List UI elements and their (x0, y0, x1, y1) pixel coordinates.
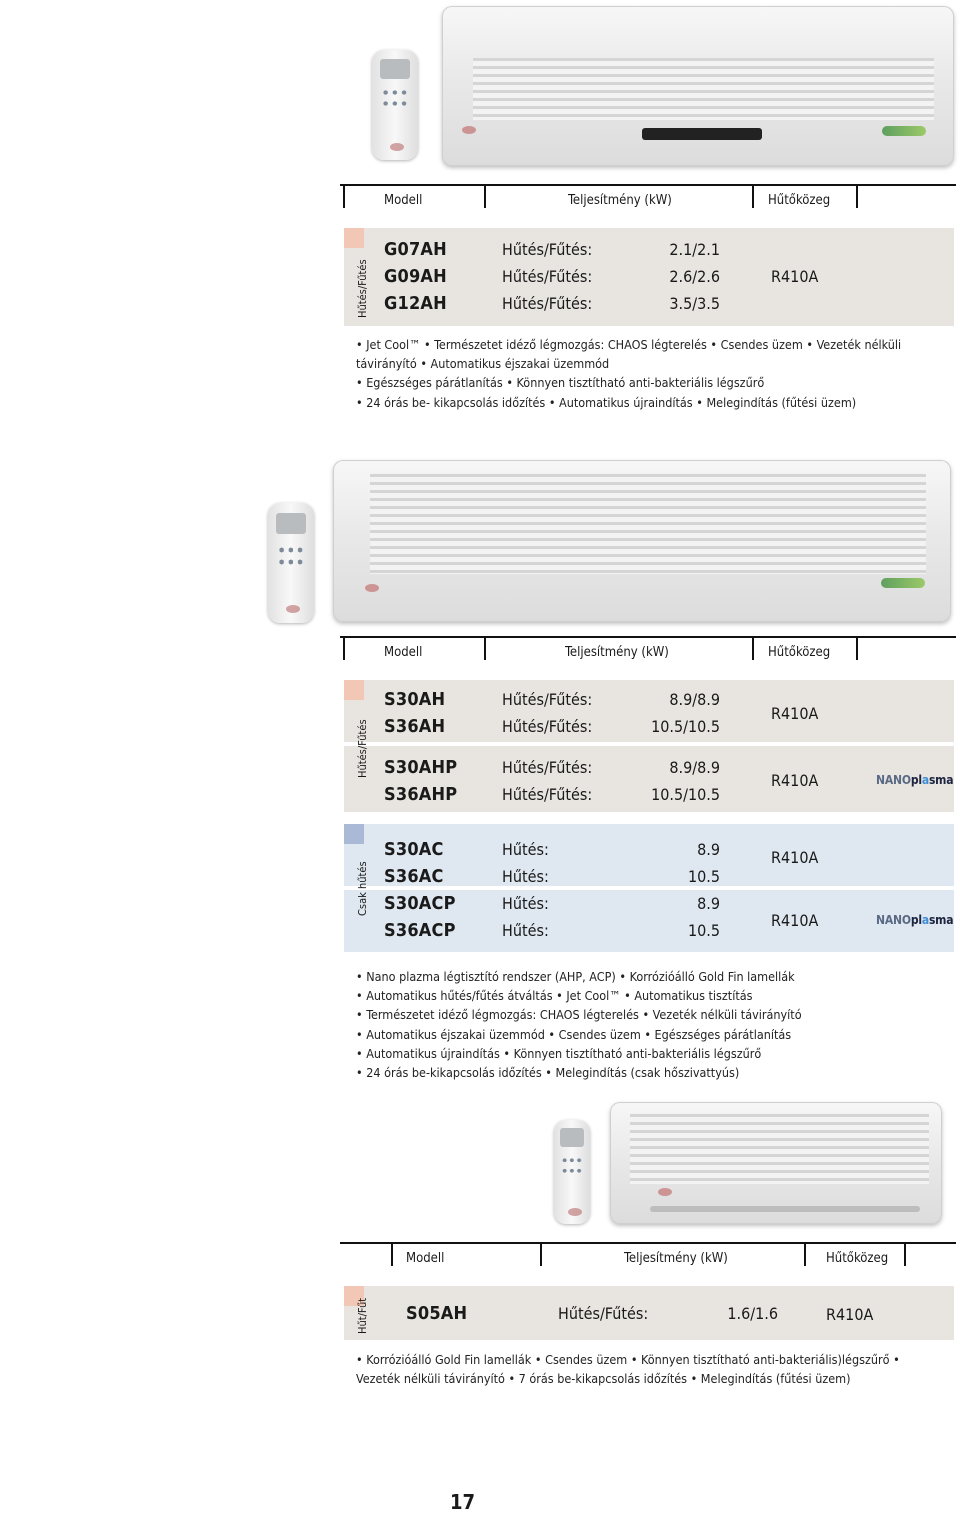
refrigerant-value: R410A (771, 267, 819, 286)
model-name: G07AH (384, 239, 447, 260)
capacity-value: 8.9 (697, 840, 720, 859)
header-divider (856, 636, 858, 660)
header-divider (752, 636, 754, 660)
capacity-value: 2.6/2.6 (669, 267, 720, 286)
feature-line: • 24 órás be-kikapcsolás időzítés • Melegindítás (csak hőszivattyús) (356, 1065, 740, 1080)
capacity-value: 8.9/8.9 (669, 690, 720, 709)
product-badge-icon (882, 126, 926, 136)
feature-line: • Természetet idéző légmozgás: CHAOS légterelés • Vezeték nélküli távirányító (356, 1007, 802, 1022)
nanoplasma-logo (876, 773, 953, 787)
header-model: Modell (406, 1251, 445, 1266)
header-capacity: Teljesítmény (kW) (568, 193, 672, 208)
capacity-value: 2.1/2.1 (669, 240, 720, 259)
indoor-unit-image-1 (442, 6, 954, 166)
header-divider (343, 636, 345, 660)
nanoplasma-logo-a: a (921, 773, 929, 787)
air-outlet (650, 1206, 920, 1212)
capacity-value: 10.5 (687, 867, 720, 886)
feature-line: • 24 órás be- kikapcsolás időzítés • Automatikus újraindítás • Melegindítás (fűtési üzem) (356, 395, 857, 410)
product-badge-icon (881, 578, 925, 588)
capacity-value: 8.9 (697, 894, 720, 913)
brand-logo-icon (286, 605, 300, 613)
header-divider (904, 1242, 906, 1266)
capacity-value: 10.5 (687, 921, 720, 940)
side-label: Hűtés/Fűtés (356, 719, 369, 778)
refrigerant-value: R410A (771, 848, 819, 867)
remote-control-image-1 (372, 50, 418, 160)
feature-line: • Automatikus éjszakai üzemmód • Csendes üzem • Egészséges párátlanítás (356, 1027, 792, 1042)
remote-screen (560, 1128, 583, 1147)
capacity-value: 10.5/10.5 (651, 785, 720, 804)
model-name: S30AC (384, 839, 444, 860)
model-name: S36AH (384, 716, 446, 737)
refrigerant-value: R410A (771, 704, 819, 723)
header-divider (484, 184, 486, 208)
remote-buttons (277, 544, 305, 568)
brand-logo-icon (365, 584, 379, 592)
model-name: S30AH (384, 689, 446, 710)
table-top-rule (340, 1242, 956, 1244)
brand-logo-icon (568, 1208, 582, 1216)
header-capacity: Teljesítmény (kW) (565, 645, 669, 660)
mode-label: Hűtés: (502, 840, 549, 859)
mode-label: Hűtés: (502, 894, 549, 913)
header-model: Modell (384, 645, 423, 660)
side-label-box (344, 824, 369, 952)
model-name: S05AH (406, 1303, 468, 1324)
header-divider (752, 184, 754, 208)
brand-logo-icon (462, 126, 476, 134)
model-name: S30ACP (384, 893, 456, 914)
header-divider (391, 1242, 393, 1266)
table-top-rule (340, 636, 956, 638)
mode-label: Hűtés: (502, 867, 549, 886)
nanoplasma-logo-suffix: sma (928, 773, 954, 787)
mode-label: Hűtés/Fűtés: (558, 1304, 649, 1323)
feature-line: • Korrózióálló Gold Fin lamellák • Csendes üzem • Könnyen tisztítható anti-bakteriális)légszűrő • (356, 1352, 900, 1367)
nanoplasma-logo-pl: pl (910, 913, 922, 927)
remote-buttons (561, 1155, 583, 1176)
nanoplasma-logo-prefix: NANO (876, 913, 911, 927)
refrigerant-value: R410A (771, 771, 819, 790)
heat-marker (344, 680, 364, 700)
mode-label: Hűtés/Fűtés: (502, 267, 593, 286)
mode-label: Hűtés/Fűtés: (502, 785, 593, 804)
capacity-value: 1.6/1.6 (727, 1304, 778, 1323)
feature-line: • Automatikus hűtés/fűtés átváltás • Jet Cool™ • Automatikus tisztítás (356, 988, 753, 1003)
nanoplasma-logo-pl: pl (910, 773, 922, 787)
mode-label: Hűtés: (502, 921, 549, 940)
page-number: 17 (450, 1490, 476, 1514)
nanoplasma-logo-a: a (921, 913, 929, 927)
brand-logo-icon (390, 143, 404, 151)
mode-label: Hűtés/Fűtés: (502, 717, 593, 736)
side-label-box (344, 680, 369, 812)
mode-label: Hűtés/Fűtés: (502, 758, 593, 777)
air-grille (630, 1114, 929, 1184)
capacity-value: 10.5/10.5 (651, 717, 720, 736)
cool-marker (344, 824, 364, 844)
feature-line: • Jet Cool™ • Természetet idéző légmozgás: CHAOS légterelés • Csendes üzem • Vezeték nélküli (356, 337, 902, 352)
header-refrigerant: Hűtőközeg (768, 645, 831, 660)
model-name: G12AH (384, 293, 447, 314)
indoor-unit-image-3 (610, 1102, 942, 1224)
display-panel (642, 128, 762, 140)
header-divider (540, 1242, 542, 1266)
remote-control-image-3 (554, 1120, 590, 1224)
mode-label: Hűtés/Fűtés: (502, 294, 593, 313)
model-name: S36ACP (384, 920, 456, 941)
remote-screen (276, 513, 305, 535)
model-name: S30AHP (384, 757, 458, 778)
model-name: S36AHP (384, 784, 458, 805)
remote-control-image-2 (268, 503, 314, 623)
model-name: G09AH (384, 266, 447, 287)
table-top-rule (340, 184, 956, 186)
capacity-value: 3.5/3.5 (669, 294, 720, 313)
header-model: Modell (384, 193, 423, 208)
capacity-value: 8.9/8.9 (669, 758, 720, 777)
mode-label: Hűtés/Fűtés: (502, 690, 593, 709)
side-label-box (344, 228, 369, 326)
nanoplasma-logo (876, 913, 953, 927)
header-refrigerant: Hűtőközeg (826, 1251, 889, 1266)
nanoplasma-logo-suffix: sma (928, 913, 954, 927)
heat-marker (344, 228, 364, 248)
remote-buttons (381, 87, 409, 109)
side-label: Csak hűtés (356, 861, 369, 916)
side-label-box (344, 1286, 369, 1340)
remote-screen (380, 59, 409, 79)
header-divider (484, 636, 486, 660)
mode-label: Hűtés/Fűtés: (502, 240, 593, 259)
feature-line: • Automatikus újraindítás • Könnyen tisztítható anti-bakteriális légszűrő (356, 1046, 762, 1061)
header-divider (856, 184, 858, 208)
header-capacity: Teljesítmény (kW) (624, 1251, 728, 1266)
side-label: Hűtés/Fűtés (356, 259, 369, 318)
side-label: Hűt/Fűt (356, 1297, 369, 1334)
air-grille (473, 58, 934, 120)
nanoplasma-logo-prefix: NANO (876, 773, 911, 787)
header-divider (804, 1242, 806, 1266)
header-divider (343, 184, 345, 208)
brand-logo-icon (658, 1188, 672, 1196)
feature-line: • Egészséges párátlanítás • Könnyen tisztítható anti-bakteriális légszűrő (356, 375, 765, 390)
refrigerant-value: R410A (826, 1305, 874, 1324)
feature-line: távirányító • Automatikus éjszakai üzemmód (356, 356, 610, 371)
air-grille (370, 474, 926, 574)
header-refrigerant: Hűtőközeg (768, 193, 831, 208)
feature-line: • Nano plazma légtisztító rendszer (AHP, ACP) • Korrózióálló Gold Fin lamellák (356, 969, 795, 984)
model-name: S36AC (384, 866, 444, 887)
indoor-unit-image-2 (333, 460, 951, 622)
feature-line: Vezeték nélküli távirányító • 7 órás be-kikapcsolás időzítés • Melegindítás (fűtési üzem) (356, 1371, 851, 1386)
refrigerant-value: R410A (771, 911, 819, 930)
